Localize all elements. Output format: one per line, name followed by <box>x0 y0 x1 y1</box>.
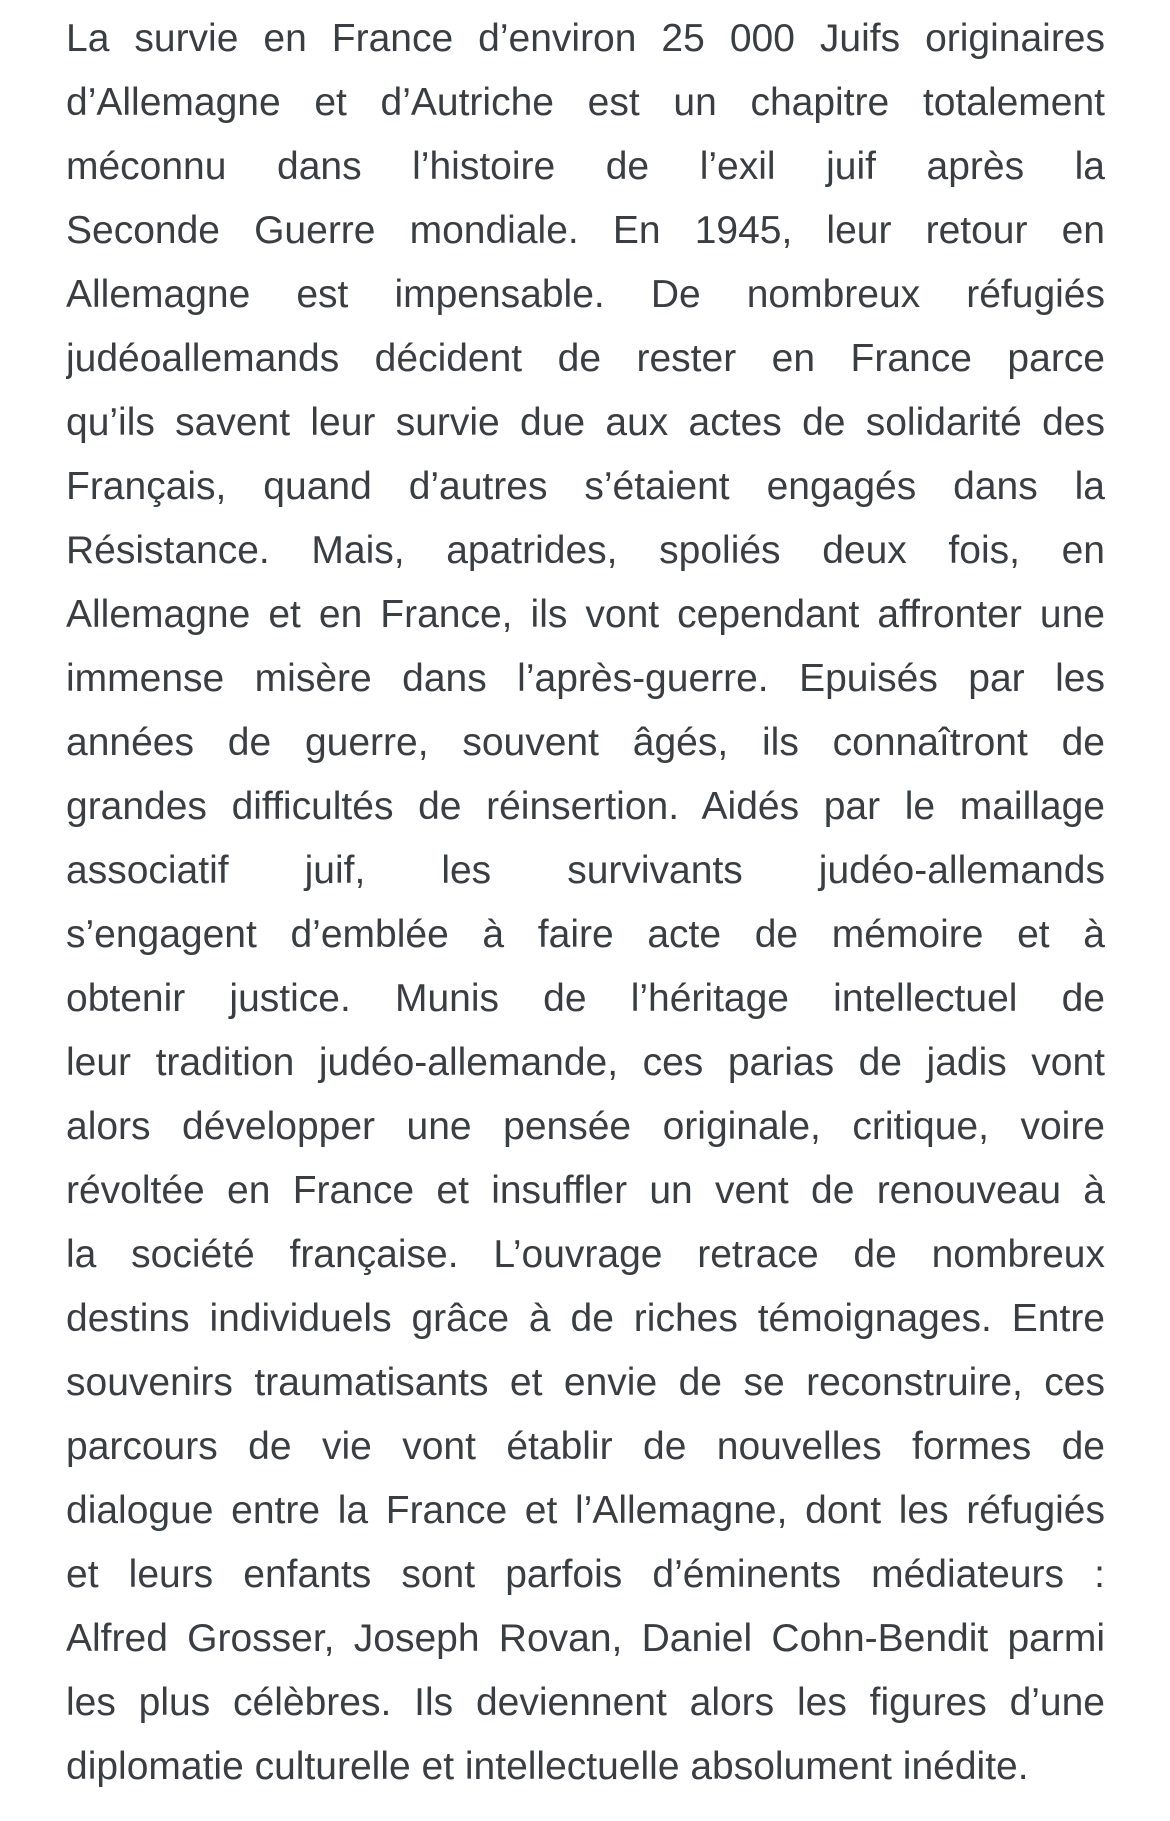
text-line: leur tradition judéo-allemande, ces parias de jadis vont <box>66 1041 1105 1084</box>
text-line: méconnu dans l’histoire de l’exil juif après la <box>66 145 1105 188</box>
text-line: parcours de vie vont établir de nouvelles formes de <box>66 1425 1105 1468</box>
text-line: obtenir justice. Munis de l’héritage intellectuel de <box>66 977 1105 1020</box>
text-line: Seconde Guerre mondiale. En 1945, leur retour en <box>66 209 1105 252</box>
text-line: alors développer une pensée originale, critique, voire <box>66 1105 1105 1148</box>
text-line: immense misère dans l’après-guerre. Epuisés par les <box>66 657 1105 700</box>
text-line: associatif juif, les survivants judéo-allemands <box>66 849 1105 892</box>
text-line: Allemagne est impensable. De nombreux réfugiés <box>66 273 1105 316</box>
text-line: et leurs enfants sont parfois d’éminents médiateurs : <box>66 1553 1105 1596</box>
text-line: Résistance. Mais, apatrides, spoliés deux fois, en <box>66 529 1105 572</box>
text-line: destins individuels grâce à de riches témoignages. Entre <box>66 1297 1105 1340</box>
text-line: les plus célèbres. Ils deviennent alors les figures d’une <box>66 1681 1105 1724</box>
text-line: diplomatie culturelle et intellectuelle absolument inédite. <box>66 1745 1029 1788</box>
text-line: la société française. L’ouvrage retrace de nombreux <box>66 1233 1105 1276</box>
text-line: La survie en France d’environ 25 000 Juifs originaires <box>66 17 1105 60</box>
text-line: dialogue entre la France et l’Allemagne, dont les réfugiés <box>66 1489 1105 1532</box>
text-line: d’Allemagne et d’Autriche est un chapitre totalement <box>66 81 1105 124</box>
text-line: Alfred Grosser, Joseph Rovan, Daniel Cohn-Bendit parmi <box>66 1617 1105 1660</box>
text-line: s’engagent d’emblée à faire acte de mémoire et à <box>66 913 1105 956</box>
text-line: Allemagne et en France, ils vont cependant affronter une <box>66 593 1105 636</box>
text-line: souvenirs traumatisants et envie de se reconstruire, ces <box>66 1361 1105 1404</box>
text-line: grandes difficultés de réinsertion. Aidés par le maillage <box>66 785 1105 828</box>
text-line: révoltée en France et insuffler un vent de renouveau à <box>66 1169 1105 1212</box>
text-line: qu’ils savent leur survie due aux actes de solidarité des <box>66 401 1105 444</box>
text-line: Français, quand d’autres s’étaient engagés dans la <box>66 465 1105 508</box>
book-description-text <box>66 7 1105 1799</box>
text-line: années de guerre, souvent âgés, ils connaîtront de <box>66 721 1105 764</box>
text-line: judéoallemands décident de rester en France parce <box>66 337 1105 380</box>
